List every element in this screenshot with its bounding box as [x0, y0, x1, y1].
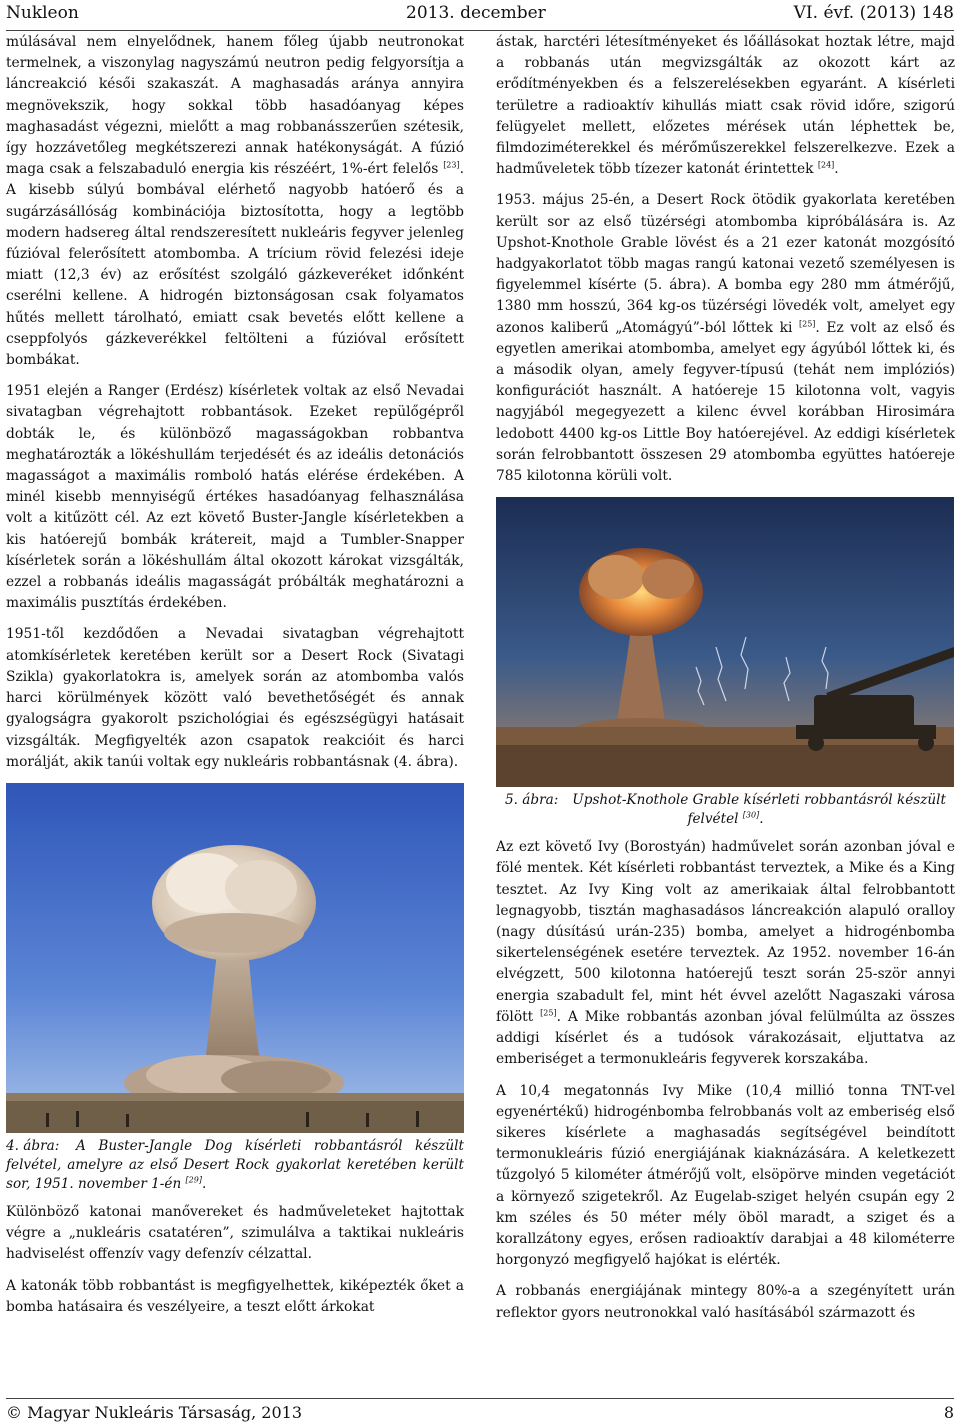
figure-4-caption: 4. ábra: A Buster-Jangle Dog kísérleti robbantásról készült felvétel, amelyre az első Desert Rock gyakorlat keretében került sor, 1951. november 1-én [29].	[6, 1137, 464, 1192]
copyright-text: © Magyar Nukleáris Társaság, 2013	[6, 1403, 302, 1422]
paragraph: Különböző katonai manővereket és hadműveleteket hajtottak végre a „nukleáris csatatéren”, szimulálva a taktikai nukleáris hadviselést offenzív vagy defenzív célzattal.	[6, 1203, 464, 1263]
figure-5-label: 5. ábra:	[505, 792, 559, 809]
page-header	[6, 0, 954, 31]
mushroom-cloud-photo	[6, 783, 464, 1133]
figure-5-caption: 5. ábra: Upshot-Knothole Grable kísérleti robbantásról készült felvétel [30].	[505, 792, 946, 828]
figure-5-photo	[496, 497, 954, 787]
reference: [25]	[540, 1008, 557, 1018]
page-number: 8	[943, 1403, 954, 1422]
paragraph: múlásával nem elnyelődnek, hanem főleg újabb neutronokat termelnek, a viszonylag nagyszámú neutron pedig felgyorsítja a láncreakció késői szakaszát. A maghasadás aránya annyira megnövekszik, hogy sokkal több hasadóanyag képes maghasadást végezni, mielőtt a mag robbanásszerűen szétesik, így hozzávetőleg megkétszerezi annak hatékonyságát. A fúzió maga csak a felszabaduló energia kis részéért, 1%-ért felelős [23]. A kisebb súlyú bombával elérhető nagyobb hatóerő és a sugárzásállóság kombinációja biztosította, hogy a legtöbb modern hadsereg által rendszeresített nukleáris fegyver jelenleg fúzióval felerősített atombomba. A trícium rövid felezési ideje miatt (12,3 év) az erősítést szolgáló gázkeveréket időnként cserélni kellene. A hidrogén biztonságosan csak folyamatos hűtés mellett tárolható, emiatt csak bevetés előtt kellene a cseppfolyós gázkeverékkel feltölteni a fúzióval erősített bombákat.	[6, 34, 464, 369]
paragraph: 1951 elején a Ranger (Erdész) kísérletek voltak az első Nevadai sivatagban végrehajtott robbantások. Ezeket repülőgépről dobták le, és különböző magasságokban robbantva meghatározták a lökéshullám terjedését és az ideális detonációs magasságot a maximális romboló hatás elérése érdekében. A minél kisebb mennyiségű értékes hasadóanyag felhasználása volt a kitűzött cél. Az ezt követő Buster-Jangle kísérletekben a kis hatóerejű bombák krátereit, majd a Tumbler-Snapper kísérletek során a lökéshullám által okozott károkat vizsgálták, ezzel a robbanás ideális magasságát próbálták meghatározni a maximális pusztítás érdekében.	[6, 383, 464, 612]
reference: [25]	[798, 319, 816, 329]
atomic-cannon-photo	[496, 497, 954, 787]
page-footer	[6, 1398, 954, 1423]
reference: [30]	[742, 810, 760, 820]
reference: [29]	[185, 1175, 202, 1185]
figure-4-label: 4. ábra:	[6, 1137, 60, 1154]
figure-4-photo	[6, 783, 464, 1133]
paragraph: A robbanás energiájának mintegy 80%-a a szegényített urán reflektor gyors neutronokkal való hasításából származott és	[496, 1283, 955, 1321]
paragraph: A 10,4 megatonnás Ivy Mike (10,4 millió tonna TNT-vel egyenértékű) hidrogénbomba felrobbanás volt az emberiség első sikeres kísérlete a maghasadás segítségével beindított termonukleáris fúzió energiájának kiaknázására. A keletkezett tűzgolyó 5 kilométer átmérőjű volt, elsöpörve minden vegetációt a környező szigetekről. Az Eugelab-sziget helyén csupán egy 2 km széles és 50 méter mély öböl maradt, a sziget és a korallzátony egyes, erősen radioaktív darabjai a 48 kilométerre horgonyzó megfigyelő hajókat is elérték.	[496, 1082, 955, 1269]
paragraph: Az ezt követő Ivy (Borostyán) hadművelet során azonban jóval e fölé mentek. Két kísérleti robbantást terveztek, a Mike és a King tesztet. Az Ivy King volt az amerikaiak által felrobbantott legnagyobb, tisztán maghasadásos láncreakción alapuló oralloy (nagy dúsítású urán-235) bomba, amelyet a hidrogénbomba sikertelenségének esetére terveztek. Az 1952. november 16-án elvégzett, 500 kilotonna hatóerejű teszt során 25-ször annyi energia szabadult fel, mint hét évvel azelőtt Nagaszaki városa fölött [25]. A Mike robbantás azonban jóval felülmúlta az összes addigi kísérlet és a tudósok várakozásait, eljuttatva az emberiséget a termonukleáris fegyverek korszakába.	[496, 839, 955, 1068]
paragraph: ástak, harctéri létesítményeket és lőállásokat hoztak létre, majd a robbanás után megvizsgálták az okozott kárt az erődítményekben és a felszerelésekben egyaránt. A kísérleti területre a radioaktív kihullás miatt csak rövid időre, szigorú felügyelet mellett, előzetes mérések után léphettek be, filmdoziméterekkel és mérőműszerekkel felszerelkezve. Ezek a hadműveletek több tízezer katonát érintettek [24].	[496, 34, 955, 178]
left-column	[6, 32, 464, 1328]
right-column	[496, 32, 955, 1334]
reference: [23]	[443, 160, 460, 170]
paragraph: 1951-től kezdődően a Nevadai sivatagban végrehajtott atomkísérletek keretében került sor a Desert Rock (Sivatagi Szikla) gyakorlatokra is, amelyek során az atombomba valós harci körülmények között való bevethetőségét és annak gyalogságra gyakorolt pszichológiai és egészségügyi hatásait vizsgálták. Megfigyelték azon csapatok reakcióit és harci morálját, akik tanúi voltak egy nukleáris robbantásnak (4. ábra).	[6, 626, 464, 770]
journal-name: Nukleon	[6, 3, 79, 23]
paragraph: 1953. május 25-én, a Desert Rock ötödik gyakorlata keretében került sor az első tüzérségi atombomba kipróbálására is. Az Upshot-Knothole Grable lövést és a 21 ezer katonát mozgósító hadgyakorlatot több magas rangú katonai vezető személyesen is figyelemmel kísérte (5. ábra). A bomba egy 280 mm átmérőjű, 1380 mm hosszú, 364 kg-os tüzérségi lövedék volt, amelyet egy azonos kaliberű „Atomágyú”-ból lőttek ki [25]. Ez volt az első és egyetlen amerikai atombomba, amelyet egy ágyúból lőttek ki, és a második olyan, amely fegyver-típusú (tehát nem implóziós) konfigurációt használt. A hatóereje 15 kilotonna volt, vagyis nagyjából megegyezett a kilenc évvel korábban Hirosimára ledobott 4400 kg-os Little Boy hatóerejével. Az eddigi kísérletek során felrobbantott összesen 29 atombomba együttes hatóereje 785 kilotonna körüli volt.	[496, 192, 955, 485]
volume-info: VI. évf. (2013) 148	[793, 3, 954, 23]
paragraph: A katonák több robbantást is megfigyelhettek, kiképezték őket a bomba hatásaira és veszélyeire, a teszt előtt árkokat	[6, 1277, 464, 1315]
issue-date: 2013. december	[406, 3, 546, 23]
reference: [24]	[817, 160, 835, 170]
